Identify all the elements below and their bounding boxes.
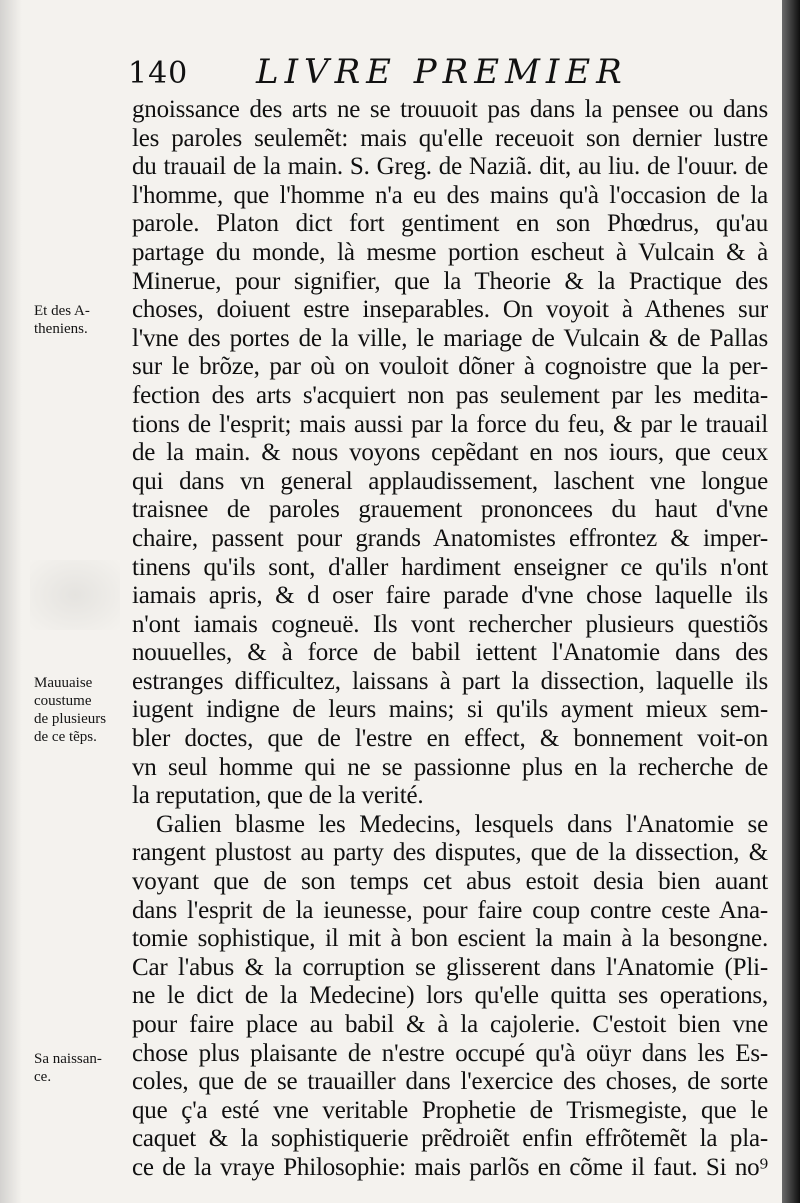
margin-note-line: theniens. — [34, 321, 88, 337]
text-line: que ç'a esté vne veritable Prophetie de Trismegiste, que le — [132, 1096, 768, 1124]
margin-note-sa-naissance — [34, 1050, 129, 1086]
margin-note-line: de ce tẽps. — [34, 729, 97, 745]
margin-note-mauuaise-coustume — [34, 674, 129, 746]
margin-note-line: de plusieurs — [34, 711, 107, 727]
text-line: voyant que de son temps cet abus estoit desia bien auant — [132, 868, 768, 896]
text-line: bler doctes, que de l'estre en effect, & bonnement voit-on — [132, 725, 768, 753]
text-line: du trauail de la main. S. Greg. de Naziã. dit, au liu. de l'ouur. de — [132, 153, 768, 181]
body-text — [132, 96, 768, 1183]
margin-note-athenes — [34, 302, 129, 338]
text-line: ne le dict de la Medecine) lors qu'elle quitta ses operations, — [132, 982, 768, 1010]
text-line: de la main. & nous voyons cepẽdant en nos iours, que ceux — [132, 439, 768, 467]
text-line: fection des arts s'acquiert non pas seulement par les medita- — [132, 381, 768, 409]
text-line: vn seul homme qui ne se passionne plus en la recherche de — [132, 753, 768, 781]
text-line: tions de l'esprit; mais aussi par la force du feu, & par le trauail — [132, 410, 768, 438]
text-line: nouuelles, & à force de babil iettent l'Anatomie dans des — [132, 639, 768, 667]
ink-bleed-through — [30, 560, 120, 630]
margin-note-line: ce. — [34, 1069, 52, 1085]
text-line: Car l'abus & la corruption se glisserent dans l'Anatomie (Pli- — [132, 953, 768, 981]
text-line: ce de la vraye Philosophie: mais parlõs en cõme il faut. Si no⁹ — [132, 1153, 768, 1181]
margin-note-line: Et des A- — [34, 303, 90, 319]
text-line: estranges difficultez, laissans à part la dissection, laquelle ils — [132, 667, 768, 695]
text-line: chose plus plaisante de n'estre occupé qu'à oüyr dans les Es- — [132, 1039, 768, 1067]
text-line: rangent plustost au party des disputes, que de la dissection, & — [132, 839, 768, 867]
margin-note-line: Sa naissan- — [34, 1051, 102, 1067]
text-line: tomie sophistique, il mit à bon escient la main à la besongne. — [132, 925, 768, 953]
text-line: iugent indigne de leurs mains; si qu'ils ayment mieux sem- — [132, 696, 768, 724]
text-line: sur le brõze, par où on vouloit dõner à cognoistre que la per- — [132, 353, 768, 381]
text-line: tinens qu'ils sont, d'aller hardiment enseigner ce qu'ils n'ont — [132, 553, 768, 581]
text-line: la reputation, que de la verité. — [132, 782, 424, 810]
page-header — [128, 50, 688, 96]
text-line: les paroles seulemẽt: mais qu'elle receuoit son dernier lustre — [132, 124, 768, 152]
text-line: n'ont iamais cogneuë. Ils vont rechercher plusieurs questiõs — [132, 610, 768, 638]
text-line: pour faire place au babil & à la cajolerie. C'estoit bien vne — [132, 1011, 768, 1038]
text-line: parole. Platon dict fort gentiment en son Phœdrus, qu'au — [132, 210, 768, 238]
margin-note-line: Mauuaise — [34, 675, 93, 691]
text-line: partage du monde, là mesme portion escheut à Vulcain & à — [132, 238, 768, 266]
page-number: 140 — [128, 56, 189, 91]
running-head: LIVRE PREMIER — [256, 52, 628, 92]
text-line: caquet & la sophistiquerie prẽdroiẽt enfin effrõtemẽt la pla- — [132, 1125, 768, 1153]
text-line: l'vne des portes de la ville, le mariage de Vulcain & de Pallas — [132, 324, 768, 352]
text-line: Minerue, pour signifier, que la Theorie & la Practique des — [132, 267, 768, 295]
text-line: gnoissance des arts ne se trouuoit pas dans la pensee ou dans — [132, 96, 768, 123]
text-line: chaire, passent pour grands Anatomistes effrontez & imper- — [132, 524, 768, 552]
text-line: dans l'esprit de la ieunesse, pour faire coup contre ceste Ana- — [132, 896, 768, 924]
gutter-shadow — [0, 0, 22, 1203]
margin-note-line: coustume — [34, 693, 92, 709]
text-line: l'homme, que l'homme n'a eu des mains qu'à l'occasion de la — [132, 181, 768, 209]
text-line: iamais apris, & d oser faire parade d'vne chose laquelle ils — [132, 582, 768, 610]
text-line: choses, doiuent estre inseparables. On voyoit à Athenes sur — [132, 296, 768, 324]
text-line: Galien blasme les Medecins, lesquels dans l'Anatomie se — [156, 810, 768, 838]
text-line: coles, que de se trauailler dans l'exercice des choses, de sorte — [132, 1068, 768, 1096]
page-edge-shadow — [782, 0, 800, 1203]
text-line: qui dans vn general applaudissement, laschent vne longue — [132, 467, 768, 495]
text-line: traisnee de paroles grauement prononcees du haut d'vne — [132, 496, 768, 524]
